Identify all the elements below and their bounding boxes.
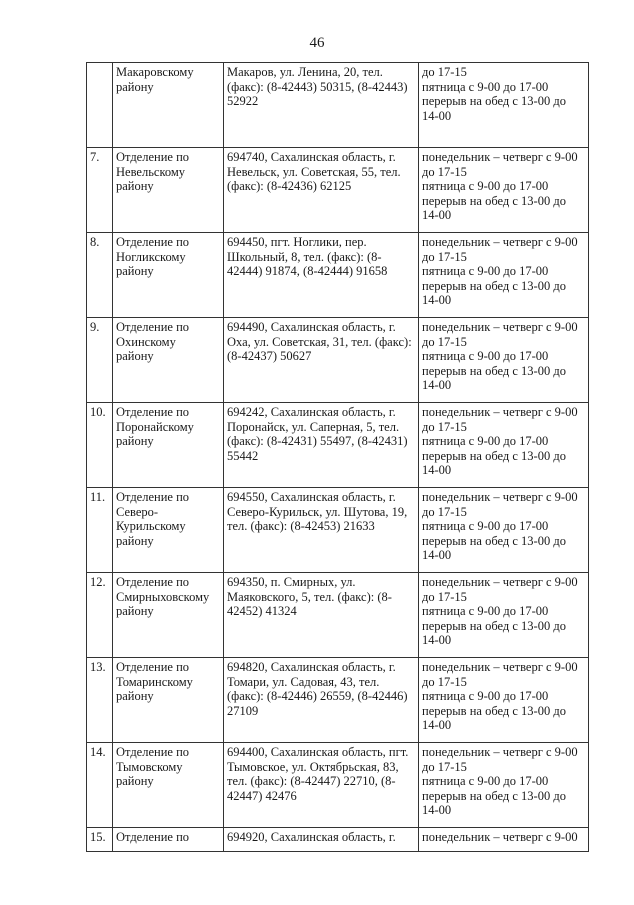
table-row bbox=[87, 63, 589, 148]
office-hours-cell bbox=[419, 148, 589, 233]
office-hours-cell bbox=[419, 403, 589, 488]
office-address: 694450, пгт. Ноглики, пер. Школьный, 8, тел. (факс): (8-42444) 91874, (8-42444) 91658 bbox=[224, 233, 419, 318]
office-address: Макаров, ул. Ленина, 20, тел. (факс): (8-42443) 50315, (8-42443) 52922 bbox=[224, 63, 419, 148]
office-name-cell bbox=[113, 318, 224, 403]
office-hours-line: понедельник – четверг с 9-00 до 17-15 bbox=[422, 660, 578, 689]
table-row bbox=[87, 658, 589, 743]
office-hours-line: понедельник – четверг с 9-00 до 17-15 bbox=[422, 235, 578, 264]
office-hours-line: понедельник – четверг с 9-00 до 17-15 bbox=[422, 150, 578, 179]
office-name-cell bbox=[113, 488, 224, 573]
office-address: 694920, Сахалинская область, г. bbox=[224, 828, 419, 852]
office-name-line: Отделение по bbox=[116, 235, 190, 249]
row-number: 8. bbox=[87, 233, 113, 318]
row-number: 11. bbox=[87, 488, 113, 573]
office-name-cell bbox=[113, 233, 224, 318]
row-number: 7. bbox=[87, 148, 113, 233]
office-hours-line: понедельник – четверг с 9-00 до 17-15 bbox=[422, 490, 578, 519]
office-name-line: району bbox=[116, 349, 154, 364]
office-name-line: району bbox=[116, 533, 154, 548]
office-name-cell bbox=[113, 743, 224, 828]
office-hours-line: пятница с 9-00 до 17-00 bbox=[422, 689, 549, 704]
table-row bbox=[87, 488, 589, 573]
office-hours-line: перерыв на обед с 13-00 до 14-00 bbox=[422, 788, 566, 818]
office-hours-line: перерыв на обед с 13-00 до 14-00 bbox=[422, 193, 566, 223]
office-name-line: Отделение по bbox=[116, 150, 190, 164]
office-hours-line: пятница с 9-00 до 17-00 bbox=[422, 604, 549, 619]
office-hours-line: перерыв на обед с 13-00 до 14-00 bbox=[422, 94, 566, 123]
office-name-line: району bbox=[116, 689, 154, 704]
table-row bbox=[87, 148, 589, 233]
office-name-line: Отделение по bbox=[116, 320, 190, 334]
office-hours-line: пятница с 9-00 до 17-00 bbox=[422, 179, 549, 194]
office-name-cell bbox=[113, 63, 224, 148]
office-name-cell bbox=[113, 828, 224, 852]
table-row bbox=[87, 828, 589, 852]
office-address: 694550, Сахалинская область, г. Северо-Курильск, ул. Шутова, 19, тел. (факс): (8-42453) 21633 bbox=[224, 488, 419, 573]
office-name-line: Отделение по bbox=[116, 660, 190, 674]
office-hours-line: перерыв на обед с 13-00 до 14-00 bbox=[422, 618, 566, 648]
row-number: 13. bbox=[87, 658, 113, 743]
office-hours-line: перерыв на обед с 13-00 до 14-00 bbox=[422, 363, 566, 393]
table-row bbox=[87, 743, 589, 828]
office-hours-line: перерыв на обед с 13-00 до 14-00 bbox=[422, 278, 566, 308]
office-name-line: Невельскому bbox=[116, 164, 186, 179]
office-name-line: району bbox=[116, 604, 154, 619]
office-name-line: Отделение по bbox=[116, 490, 190, 504]
office-hours-cell bbox=[419, 828, 589, 852]
office-hours-line: пятница с 9-00 до 17-00 bbox=[422, 79, 549, 94]
office-name-cell bbox=[113, 573, 224, 658]
office-address: 694350, п. Смирных, ул. Маяковского, 5, тел. (факс): (8-42452) 41324 bbox=[224, 573, 419, 658]
office-hours-line: перерыв на обед с 13-00 до 14-00 bbox=[422, 448, 566, 478]
office-hours-line: пятница с 9-00 до 17-00 bbox=[422, 434, 549, 449]
office-name-cell bbox=[113, 658, 224, 743]
office-hours-line: пятница с 9-00 до 17-00 bbox=[422, 519, 549, 534]
office-hours-line: перерыв на обед с 13-00 до 14-00 bbox=[422, 533, 566, 563]
office-name-line: Отделение по bbox=[116, 405, 190, 419]
office-hours-line: понедельник – четверг с 9-00 до 17-15 bbox=[422, 320, 578, 349]
office-hours-line: пятница с 9-00 до 17-00 bbox=[422, 774, 549, 789]
office-name-line: Смирныховскому bbox=[116, 589, 210, 604]
office-name-line: району bbox=[116, 179, 154, 194]
row-number: 14. bbox=[87, 743, 113, 828]
table-row bbox=[87, 318, 589, 403]
office-name-line: району bbox=[116, 774, 154, 789]
row-number: 15. bbox=[87, 828, 113, 852]
office-address: 694820, Сахалинская область, г. Томари, ул. Садовая, 43, тел. (факс): (8-42446) 26559, (8-42446) 27109 bbox=[224, 658, 419, 743]
office-name-line: Поронайскому bbox=[116, 419, 194, 434]
office-name-cell bbox=[113, 148, 224, 233]
office-name-line: району bbox=[116, 434, 154, 449]
office-hours-cell bbox=[419, 488, 589, 573]
office-hours-line: понедельник – четверг с 9-00 до 17-15 bbox=[422, 745, 578, 774]
office-name-line: Макаровскому bbox=[116, 65, 194, 79]
office-name-line: Отделение по bbox=[116, 745, 190, 759]
office-name-line: Отделение по bbox=[116, 575, 190, 589]
office-hours-line: понедельник – четверг с 9-00 до 17-15 bbox=[422, 575, 578, 604]
office-name-line: Северо- bbox=[116, 504, 159, 519]
office-hours-cell bbox=[419, 743, 589, 828]
office-name-line: Ногликскому bbox=[116, 249, 186, 264]
office-address: 694242, Сахалинская область, г. Поронайск, ул. Саперная, 5, тел. (факс): (8-42431) 55497, (8-42431) 55442 bbox=[224, 403, 419, 488]
office-name-line: району bbox=[116, 264, 154, 279]
table-row bbox=[87, 573, 589, 658]
row-number: 12. bbox=[87, 573, 113, 658]
office-address: 694740, Сахалинская область, г. Невельск, ул. Советская, 55, тел. (факс): (8-42436) 62125 bbox=[224, 148, 419, 233]
row-number bbox=[87, 63, 113, 148]
offices-table bbox=[86, 62, 589, 852]
office-hours-cell bbox=[419, 573, 589, 658]
office-name-line: Томаринскому bbox=[116, 674, 193, 689]
table-row bbox=[87, 403, 589, 488]
page-number: 46 bbox=[309, 35, 325, 51]
office-name-cell bbox=[113, 403, 224, 488]
office-name-line: Охинскому bbox=[116, 334, 176, 349]
office-hours-line: понедельник – четверг с 9-00 bbox=[422, 830, 578, 844]
office-name-line: Тымовскому bbox=[116, 759, 183, 774]
office-address: 694400, Сахалинская область, пгт. Тымовское, ул. Октябрьская, 83, тел. (факс): (8-42447) 22710, (8-42447) 42476 bbox=[224, 743, 419, 828]
office-name-line: Отделение по bbox=[116, 830, 190, 844]
office-hours-line: до 17-15 bbox=[422, 65, 467, 79]
office-name-line: району bbox=[116, 79, 154, 94]
office-hours-cell bbox=[419, 63, 589, 148]
office-address: 694490, Сахалинская область, г. Оха, ул. Советская, 31, тел. (факс): (8-42437) 50627 bbox=[224, 318, 419, 403]
office-hours-cell bbox=[419, 318, 589, 403]
table-row bbox=[87, 233, 589, 318]
office-hours-line: понедельник – четверг с 9-00 до 17-15 bbox=[422, 405, 578, 434]
offices-table-body bbox=[87, 63, 589, 852]
office-hours-line: пятница с 9-00 до 17-00 bbox=[422, 264, 549, 279]
office-name-line: Курильскому bbox=[116, 519, 186, 534]
office-hours-cell bbox=[419, 233, 589, 318]
office-hours-cell bbox=[419, 658, 589, 743]
office-hours-line: перерыв на обед с 13-00 до 14-00 bbox=[422, 703, 566, 733]
office-hours-line: пятница с 9-00 до 17-00 bbox=[422, 349, 549, 364]
row-number: 10. bbox=[87, 403, 113, 488]
row-number: 9. bbox=[87, 318, 113, 403]
